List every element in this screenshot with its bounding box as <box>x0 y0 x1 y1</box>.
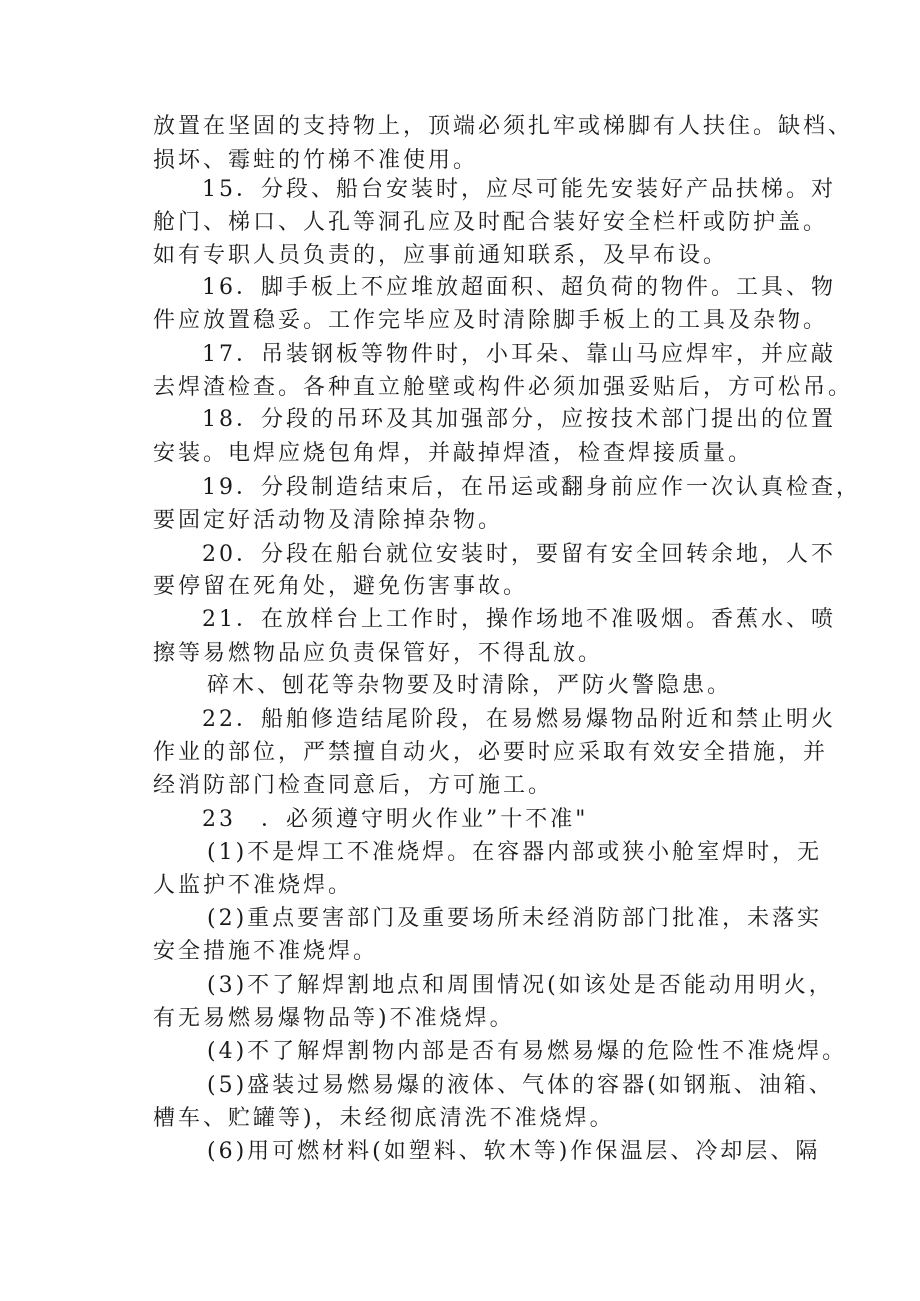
text-line: 安装。电焊应烧包角焊，并敲掉焊渣，检查焊接质量。 <box>153 441 754 466</box>
text-line: 要固定好活动物及清除掉杂物。 <box>153 508 504 533</box>
text-line: 安全措施不准烧焊。 <box>153 939 379 964</box>
paragraph-20-line: 20．分段在船台就位安装时，要留有安全回转余地，人不 <box>202 542 836 567</box>
text-line: 经消防部门检查同意后，方可施工。 <box>153 773 554 798</box>
rule-5-line: (5)盛装过易燃易爆的液体、气体的容器(如钢瓶、油箱、 <box>207 1073 834 1098</box>
paragraph-19-line: 19．分段制造结束后，在吊运或翻身前应作一次认真检查， <box>202 475 861 500</box>
rule-4-line: (4)不了解焊割物内部是否有易燃易爆的危险性不准烧焊。 <box>207 1039 848 1064</box>
text-line: 作业的部位，严禁擅自动火，必要时应采取有效安全措施，并 <box>153 740 829 765</box>
text-line: 有无易燃易爆物品等)不准烧焊。 <box>153 1006 515 1031</box>
paragraph-23-heading: 23 ．必须遵守明火作业”十不准" <box>202 807 589 832</box>
text-line: 碎木、刨花等杂物要及时清除，严防火警隐患。 <box>207 673 733 698</box>
text-line: 擦等易燃物品应负责保管好，不得乱放。 <box>153 641 604 666</box>
text-line: 舱门、梯口、人孔等洞孔应及时配合装好安全栏杆或防护盖。 <box>153 210 829 235</box>
rule-2-line: (2)重点要害部门及重要场所未经消防部门批准，未落实 <box>207 906 823 931</box>
text-line: 要停留在死角处，避免伤害事故。 <box>153 574 529 599</box>
rule-3-line: (3)不了解焊割地点和周围情况(如该处是否能动用明火， <box>207 973 834 998</box>
paragraph-22-line: 22．船舶修造结尾阶段，在易燃易爆物品附近和禁止明火 <box>202 707 836 732</box>
paragraph-18-line: 18．分段的吊环及其加强部分，应按技术部门提出的位置 <box>202 407 836 432</box>
paragraph-17-line: 17．吊装钢板等物件时，小耳朵、靠山马应焊牢，并应敲 <box>202 342 836 367</box>
text-line: 去焊渣检查。各种直立舱壁或构件必须加强妥贴后，方可松吊。 <box>153 375 854 400</box>
rule-6-line: (6)用可燃材料(如塑料、软木等)作保温层、冷却层、隔 <box>207 1139 821 1164</box>
text-line: 件应放置稳妥。工作完毕应及时清除脚手板上的工具及杂物。 <box>153 308 829 333</box>
paragraph-21-line: 21．在放样台上工作时，操作场地不准吸烟。香蕉水、喷 <box>202 607 836 632</box>
rule-1-line: (1)不是焊工不准烧焊。在容器内部或狭小舱室焊时，无 <box>207 840 823 865</box>
text-line: 人监护不准烧焊。 <box>153 873 354 898</box>
text-line: 放置在坚固的支持物上，顶端必须扎牢或梯脚有人扶住。缺档、 <box>153 114 854 139</box>
text-line: 如有专职人员负责的，应事前通知联系，及早布设。 <box>153 243 729 268</box>
text-line: 损坏、霉蛀的竹梯不准使用。 <box>153 148 479 173</box>
paragraph-16-line: 16．脚手板上不应堆放超面积、超负荷的物件。工具、物 <box>202 275 836 300</box>
paragraph-15-line: 15．分段、船台安装时，应尽可能先安装好产品扶梯。对 <box>202 177 836 202</box>
text-line: 槽车、贮罐等)，未经彻底清洗不准烧焊。 <box>153 1106 615 1131</box>
